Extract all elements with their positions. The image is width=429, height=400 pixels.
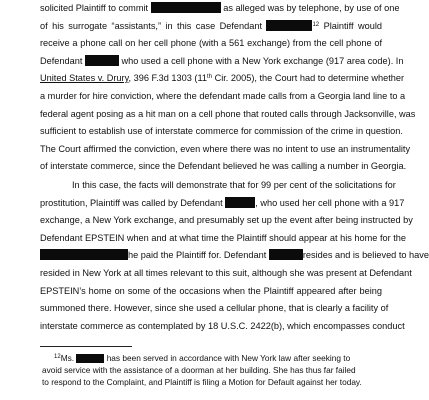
footnote-separator <box>40 346 132 347</box>
redaction-box <box>76 354 104 363</box>
paragraph-first-line: In this case, the facts will demonstrate that for 99 per cent of the solicitations for <box>72 180 396 190</box>
body-line: sufficient to establish use of interstate commerce for commission of the crime in question. <box>40 126 403 136</box>
redaction-box <box>225 197 255 208</box>
footnote-line: to respond to the Complaint, and Plaintiff is filing a Motion for Default against her today. <box>42 377 362 387</box>
redaction-box <box>269 249 303 260</box>
body-line: of his surrogate “assistants,” in this case Defendant $^{12}$ Plaintiff would <box>40 21 382 31</box>
footnote-number: 12 <box>54 354 61 360</box>
footnote-reference: 12 <box>312 22 320 28</box>
body-line: Defendant who used a cell phone with a New York exchange (917 area code). In <box>40 56 404 66</box>
body-line: summoned there. However, since she used a cellular phone, that is clearly a facility of <box>40 303 389 313</box>
body-line: exchange, a New York exchange, and presumably set up the event after being instructed by <box>40 215 413 225</box>
body-line: United States v. Drury, 396 F.3d 1303 (11th Cir. 2005), the Court had to determine whether <box>40 73 405 83</box>
body-line: he paid the Plaintiff for. Defendant resides and is believed to have <box>40 248 382 263</box>
redaction-box <box>151 2 221 13</box>
body-line: prostitution, Plaintiff was called by Defendant , who used her cell phone with a 917 <box>40 198 405 208</box>
body-line: resided in New York at all times relevant to this suit, although she was present at Defendant <box>40 268 412 278</box>
redaction-box <box>85 55 119 66</box>
body-line: The Court affirmed the conviction, even where there was no intent to use an instrumentality <box>40 144 411 154</box>
redaction-box <box>40 249 128 260</box>
body-line: federal agent posing as a hit man on a cell phone that routed calls through Jacksonville, was <box>40 109 416 119</box>
redaction-box <box>266 20 312 31</box>
body-line: receive a phone call on her cell phone (with a 561 exchange) from the cell phone of <box>40 38 382 48</box>
body-line: a murder for hire conviction, where the defendant made calls from a Georgia land line to a <box>40 91 406 101</box>
body-line: interstate commerce as contemplated by 18 U.S.C. 2422(b), which encompasses conduct <box>40 321 405 331</box>
body-line: Defendant EPSTEIN when and at what time the Plaintiff should appear at his home for the <box>40 233 407 243</box>
case-citation: United States v. Drury <box>40 73 129 83</box>
body-line: EPSTEIN’s home on some of the occasions when the Plaintiff appeared after being <box>40 286 382 296</box>
footnote-line: $^{12}$Ms. has been served in accordance with New York law after seeking to <box>54 353 351 363</box>
body-line: of interstate commerce, since the Defendant believed he was calling a number in Georgia. <box>40 161 407 171</box>
footnote-line: avoid service with the assistance of a doorman at her building. She has thus far failed <box>42 365 356 375</box>
body-line: solicited Plaintiff to commit as alleged was by telephone, by use of one <box>40 3 400 13</box>
